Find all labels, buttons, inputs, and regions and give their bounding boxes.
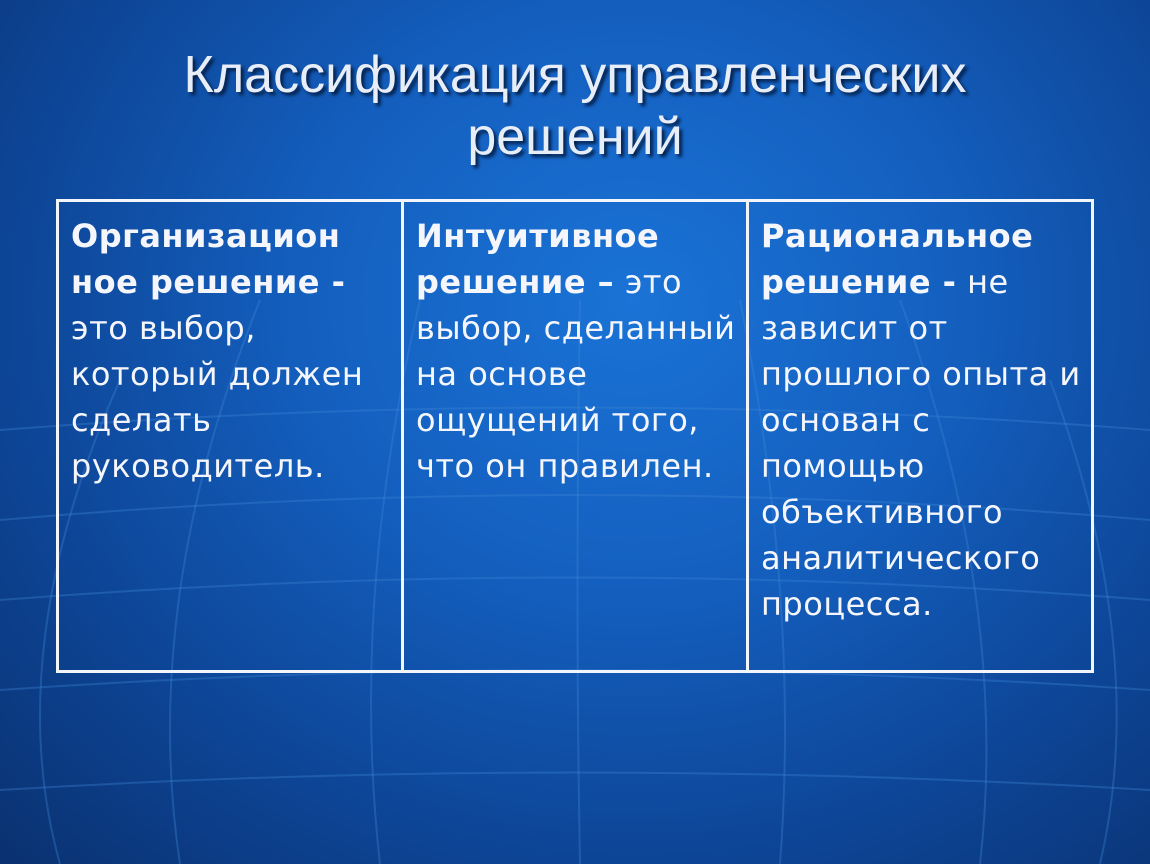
title-line-1: Классификация управленческих: [183, 46, 967, 104]
definition-intuitive: это выбор, сделанный на основе ощущений того, что он правилен.: [416, 263, 736, 485]
table-cell-organizational: [58, 201, 403, 672]
title-line-2: решений: [467, 108, 683, 166]
classification-table: [56, 199, 1094, 673]
term-intuitive: Интуитивное решение –: [416, 217, 660, 301]
table-cell-rational: [748, 201, 1093, 672]
term-organizational: Организацион ное решение -: [71, 217, 346, 301]
definition-organizational: это выбор, который должен сделать руководитель.: [71, 309, 364, 485]
table-row: [58, 201, 1093, 672]
slide-title: [0, 44, 1150, 168]
definition-rational: не зависит от прошлого опыта и основан с помощью объективного аналитического процесса.: [761, 263, 1081, 623]
term-rational: Рациональное решение -: [761, 217, 1034, 301]
table-cell-intuitive: [403, 201, 748, 672]
